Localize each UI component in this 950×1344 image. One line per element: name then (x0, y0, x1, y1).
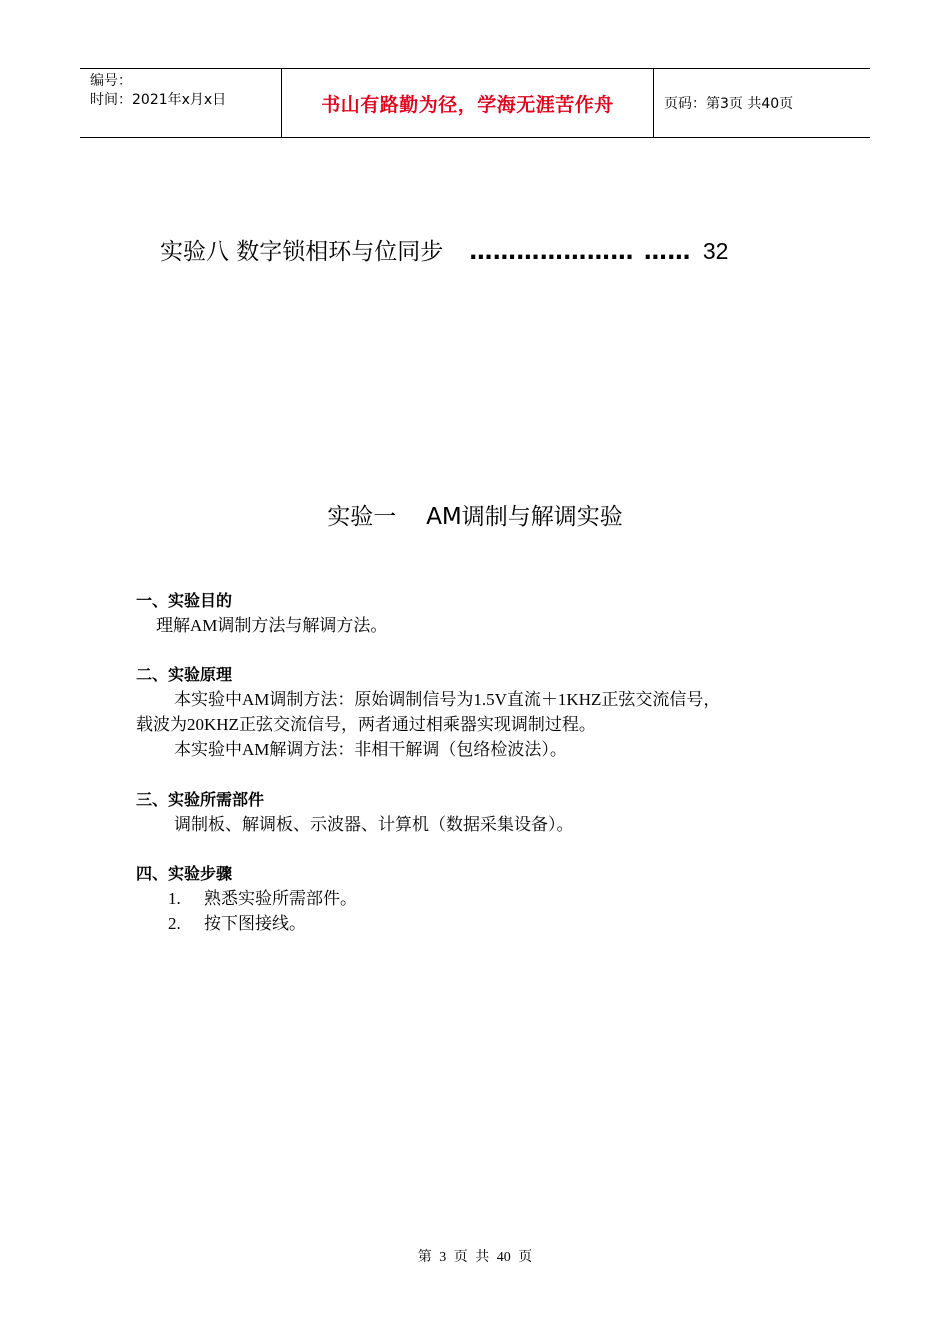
date-label: 时间：2021年x月x日 (90, 92, 227, 108)
section-heading: 四、实验步骤 (136, 864, 233, 883)
section-heading: 三、实验所需部件 (136, 790, 265, 809)
list-item-text: 按下图接线。 (204, 914, 306, 933)
list-item-number: 2. (168, 914, 181, 933)
serial-number-label: 编号： (90, 73, 132, 89)
header-page-cell (654, 69, 870, 137)
paragraph-line: 调制板、解调板、示波器、计算机（数据采集设备）。 (174, 815, 574, 834)
section-principle (136, 662, 836, 762)
section-heading: 一、实验目的 (136, 591, 233, 610)
list-item-number: 1. (168, 889, 181, 908)
section-components (136, 787, 836, 837)
toc-entry (160, 233, 800, 266)
section-objective (136, 588, 836, 638)
paragraph-line: 本实验中AM调制方法：原始调制信号为1.5V直流＋1KHZ正弦交流信号， (174, 690, 721, 709)
section-steps (136, 861, 836, 936)
toc-page-number: 32 (702, 238, 729, 264)
toc-leader-dots: ………………… (469, 239, 634, 265)
title-part-2: AM调制与解调实验 (426, 504, 623, 530)
motto-text: 书山有路勤为径，学海无涯苦作舟 (321, 93, 614, 116)
header-motto-cell (282, 69, 654, 137)
list-item (136, 886, 836, 911)
paragraph-line: 本实验中AM解调方法：非相干解调（包络检波法）。 (174, 740, 567, 759)
title-part-1: 实验一 (327, 504, 397, 530)
section-heading: 二、实验原理 (136, 665, 233, 684)
page-footer: 第 3 页 共 40 页 (417, 1250, 533, 1265)
toc-leader-dots-2: …… (643, 239, 691, 265)
header-meta-cell (80, 69, 282, 137)
list-item (136, 911, 836, 936)
toc-entry-title: 实验八 数字锁相环与位同步 (160, 239, 444, 265)
list-item-text: 熟悉实验所需部件。 (204, 889, 357, 908)
paragraph-line: 理解AM调制方法与解调方法。 (156, 616, 388, 635)
paragraph-line: 载波为20KHZ正弦交流信号，两者通过相乘器实现调制过程。 (136, 715, 596, 734)
document-header (80, 68, 870, 138)
page-title (0, 498, 950, 531)
page-info: 页码：第3页 共40页 (664, 96, 794, 112)
